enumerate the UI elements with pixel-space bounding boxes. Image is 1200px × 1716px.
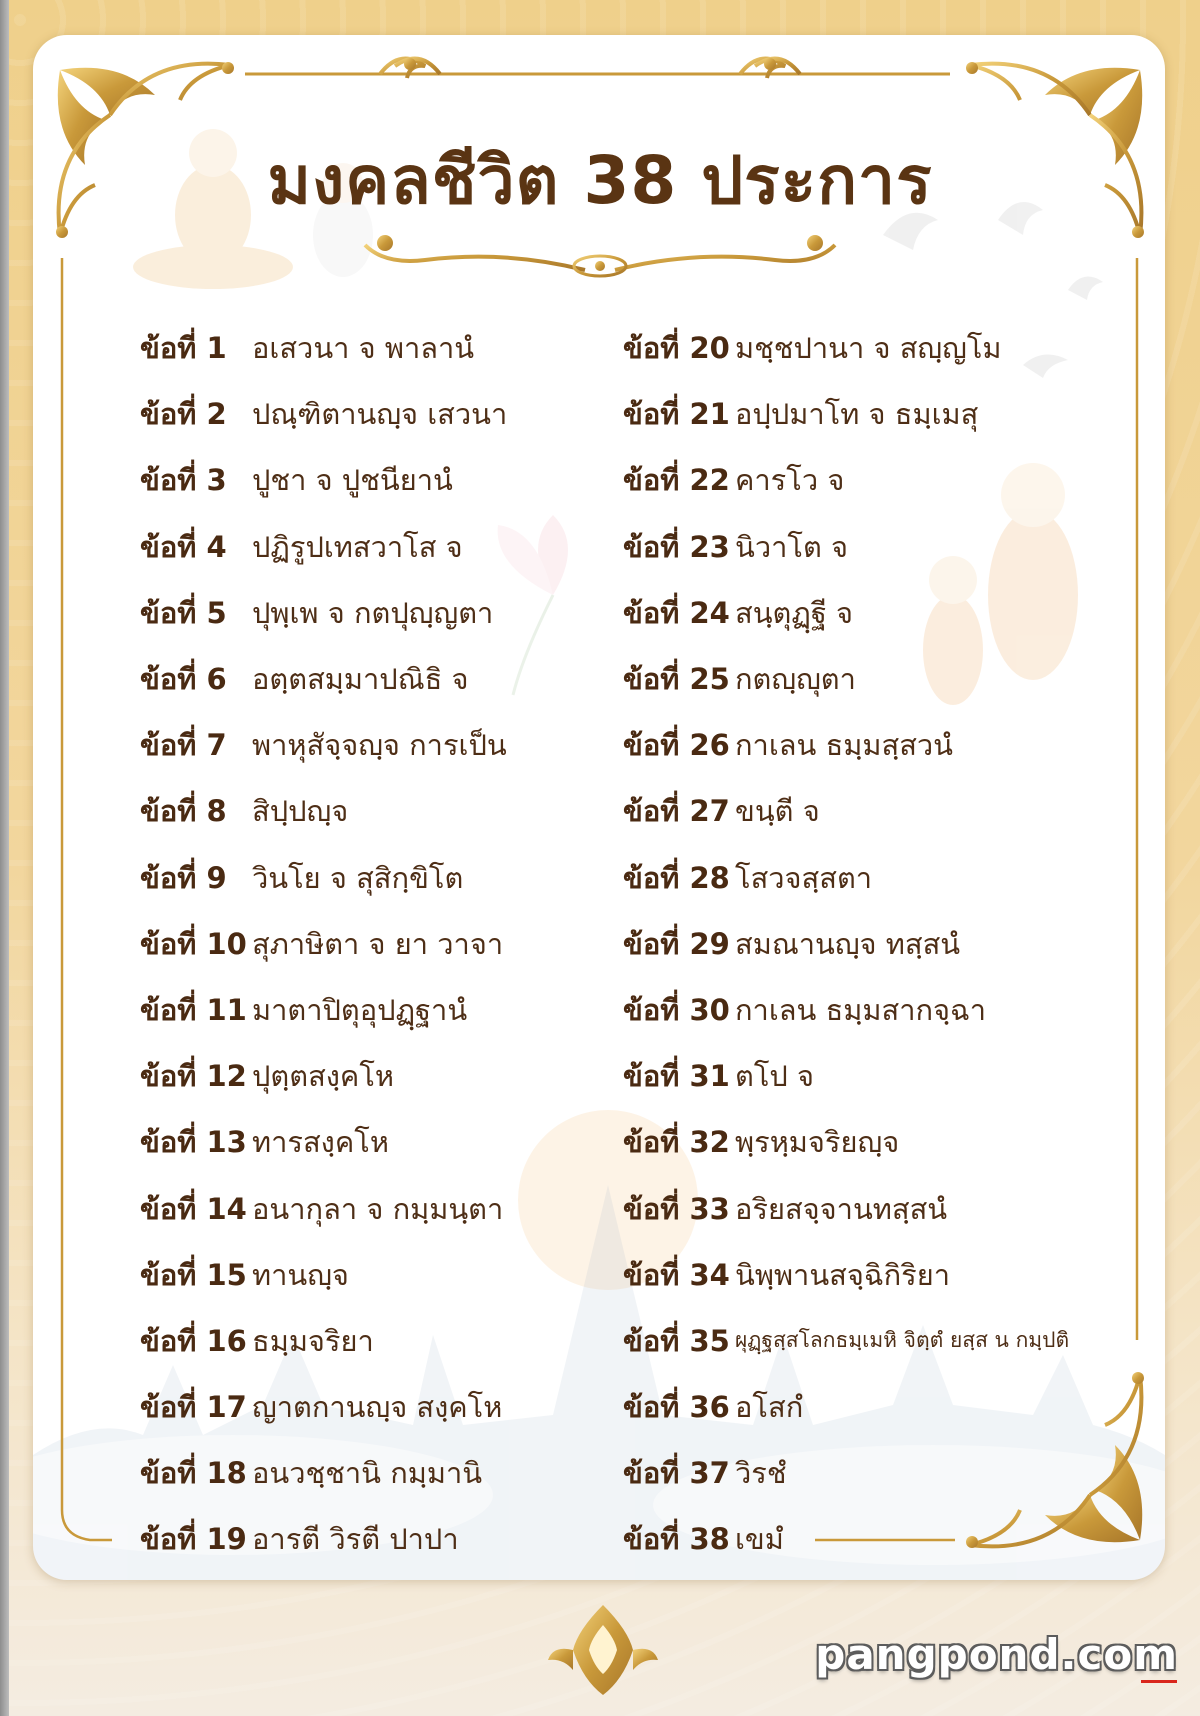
item-number: ข้อที่ 38	[623, 1522, 730, 1557]
item-number: ข้อที่ 22	[623, 463, 730, 498]
item-text: คารโว จ	[735, 463, 845, 498]
item-text: ปณฺฑิตานญฺจ เสวนา	[252, 397, 508, 432]
item-number: ข้อที่ 18	[140, 1456, 247, 1491]
list-item	[140, 381, 610, 447]
item-number: ข้อที่ 15	[140, 1257, 247, 1292]
list-item	[140, 646, 610, 712]
item-text: กาเลน ธมฺมสากจฺฉา	[735, 992, 987, 1027]
item-number: ข้อที่ 20	[623, 331, 730, 366]
item-text: พาหุสัจฺจญฺจ การเป็น	[252, 728, 507, 763]
item-number: ข้อที่ 16	[140, 1323, 247, 1358]
item-number: ข้อที่ 2	[140, 397, 227, 432]
item-number: ข้อที่ 11	[140, 992, 247, 1027]
list-item	[140, 845, 610, 911]
item-text: อโสกํ	[735, 1390, 804, 1425]
item-number: ข้อที่ 12	[140, 1059, 247, 1094]
item-text: ปูชา จ ปูชนียานํ	[252, 463, 453, 498]
item-number: ข้อที่ 14	[140, 1191, 247, 1226]
item-text: อนากุลา จ กมฺมนฺตา	[252, 1191, 504, 1226]
list-item	[623, 514, 1158, 580]
item-number: ข้อที่ 6	[140, 662, 227, 697]
item-text: พฺรหฺมจริยญฺจ	[735, 1125, 900, 1160]
list-item	[623, 845, 1158, 911]
item-text: ธมฺมจริยา	[252, 1323, 374, 1358]
item-text: มาตาปิตุอุปฏฺฐานํ	[252, 992, 468, 1027]
item-number: ข้อที่ 1	[140, 331, 227, 366]
item-number: ข้อที่ 35	[623, 1323, 730, 1358]
item-number: ข้อที่ 3	[140, 463, 227, 498]
item-text: สุภาษิตา จ ยา วาจา	[252, 926, 504, 961]
list-item	[623, 1043, 1158, 1109]
item-text: ขนฺตี จ	[735, 794, 820, 829]
list-item	[140, 1506, 610, 1572]
item-text: อารตี วิรตี ปาปา	[252, 1522, 459, 1557]
item-number: ข้อที่ 13	[140, 1125, 247, 1160]
item-number: ข้อที่ 24	[623, 595, 730, 630]
item-text: กาเลน ธมฺมสฺสวนํ	[735, 728, 954, 763]
list-item	[140, 712, 610, 778]
list-item	[623, 911, 1158, 977]
item-text: อเสวนา จ พาลานํ	[252, 331, 475, 366]
list-item	[140, 1374, 610, 1440]
item-text: ญาตกานญฺจ สงฺคโห	[252, 1390, 503, 1425]
list-column-left	[140, 315, 610, 1573]
list-item	[623, 580, 1158, 646]
item-number: ข้อที่ 8	[140, 794, 227, 829]
item-number: ข้อที่ 31	[623, 1059, 730, 1094]
item-number: ข้อที่ 5	[140, 595, 227, 630]
item-text: ผุฏฺฐสฺสโลกธมฺเมหิ จิตฺตํ ยสฺส น กมฺปติ	[735, 1328, 1070, 1353]
list-item	[623, 1175, 1158, 1241]
list-item	[623, 447, 1158, 513]
item-text: โสวจสฺสตา	[735, 860, 873, 895]
list-item	[623, 1374, 1158, 1440]
item-number: ข้อที่ 32	[623, 1125, 730, 1160]
list-item	[623, 712, 1158, 778]
item-text: ตโป จ	[735, 1059, 815, 1094]
item-text: นิพฺพานสจฺฉิกิริยา	[735, 1257, 951, 1292]
item-number: ข้อที่ 9	[140, 860, 227, 895]
list-item	[140, 315, 610, 381]
list-item	[623, 1308, 1158, 1374]
watermark-underline	[1141, 1680, 1177, 1683]
list-item	[623, 778, 1158, 844]
list-item	[623, 646, 1158, 712]
site-watermark: pangpond.com	[815, 1630, 1178, 1679]
item-number: ข้อที่ 4	[140, 529, 227, 564]
item-number: ข้อที่ 30	[623, 992, 730, 1027]
list-item	[623, 315, 1158, 381]
item-number: ข้อที่ 25	[623, 662, 730, 697]
item-text: มชฺชปานา จ สญฺญโม	[735, 331, 1002, 366]
item-number: ข้อที่ 26	[623, 728, 730, 763]
item-text: วินโย จ สุสิกฺขิโต	[252, 860, 464, 895]
item-number: ข้อที่ 21	[623, 397, 730, 432]
item-text: กตญฺญุตา	[735, 662, 856, 697]
list-item	[623, 1242, 1158, 1308]
list-item	[623, 1440, 1158, 1506]
list-item	[140, 1175, 610, 1241]
list-item	[140, 1043, 610, 1109]
left-edge-strip	[0, 0, 9, 1716]
list-item	[623, 1506, 1158, 1572]
list-item	[140, 1308, 610, 1374]
item-text: อปฺปมาโท จ ธมฺเมสุ	[735, 397, 979, 432]
item-text: อริยสจฺจานทสฺสนํ	[735, 1191, 948, 1226]
item-text: วิรชํ	[735, 1456, 787, 1491]
list-item	[140, 1242, 610, 1308]
item-number: ข้อที่ 19	[140, 1522, 247, 1557]
item-number: ข้อที่ 36	[623, 1390, 730, 1425]
item-number: ข้อที่ 29	[623, 926, 730, 961]
list-item	[623, 381, 1158, 447]
list-item	[140, 447, 610, 513]
page-title: มงคลชีวิต 38 ประการ	[267, 142, 933, 219]
item-text: สิปฺปญฺจ	[252, 794, 349, 829]
item-text: ปฏิรูปเทสวาโส จ	[252, 529, 463, 564]
item-text: อนวชฺชานิ กมฺมานิ	[252, 1456, 483, 1491]
item-number: ข้อที่ 23	[623, 529, 730, 564]
item-text: ปุตฺตสงฺคโห	[252, 1059, 395, 1094]
list-item	[140, 977, 610, 1043]
item-number: ข้อที่ 28	[623, 860, 730, 895]
item-number: ข้อที่ 33	[623, 1191, 730, 1226]
list-item	[140, 1109, 610, 1175]
list-item	[140, 1440, 610, 1506]
item-text: เขมํ	[735, 1522, 784, 1557]
item-text: สมณานญฺจ ทสฺสนํ	[735, 926, 961, 961]
item-number: ข้อที่ 34	[623, 1257, 730, 1292]
list-item	[623, 977, 1158, 1043]
bottom-emblem-ornament	[548, 1605, 658, 1695]
item-text: ปุพฺเพ จ กตปุญฺญตา	[252, 595, 494, 630]
item-number: ข้อที่ 10	[140, 926, 247, 961]
item-number: ข้อที่ 37	[623, 1456, 730, 1491]
list-item	[140, 778, 610, 844]
item-text: นิวาโต จ	[735, 529, 849, 564]
list-item	[623, 1109, 1158, 1175]
list-item	[140, 911, 610, 977]
list-column-right	[623, 315, 1158, 1573]
item-text: ทารสงฺคโห	[252, 1125, 389, 1160]
list-item	[140, 580, 610, 646]
item-number: ข้อที่ 27	[623, 794, 730, 829]
item-number: ข้อที่ 7	[140, 728, 227, 763]
item-text: สนฺตุฏฺฐี จ	[735, 595, 854, 630]
list-item	[140, 514, 610, 580]
item-text: ทานญฺจ	[252, 1257, 349, 1292]
item-text: อตฺตสมฺมาปณิธิ จ	[252, 662, 469, 697]
item-number: ข้อที่ 17	[140, 1390, 247, 1425]
